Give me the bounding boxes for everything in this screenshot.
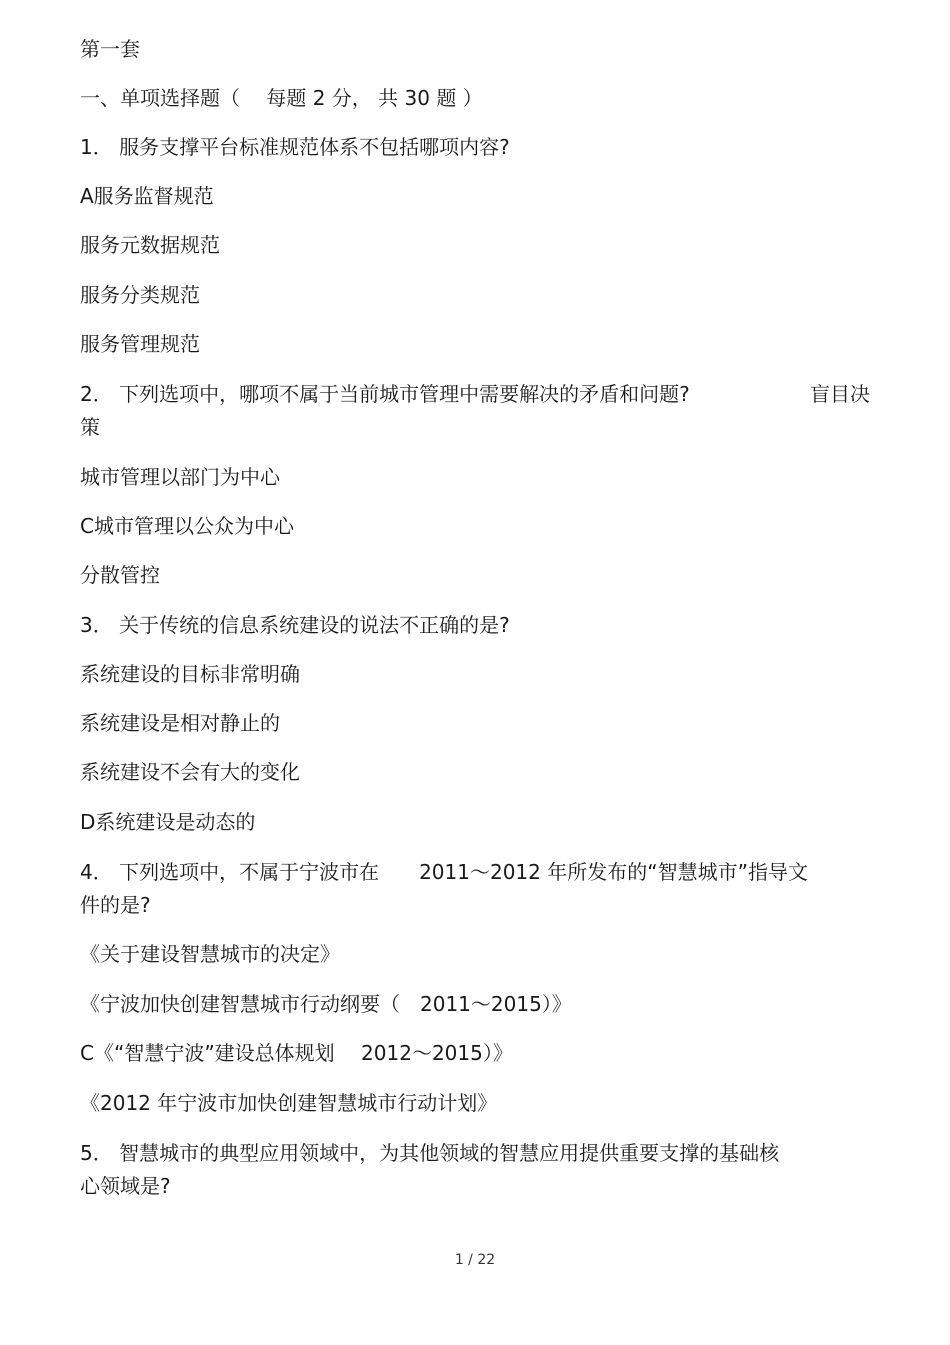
question-2-option: 城市管理以部门为中心: [80, 465, 280, 489]
set-title: 第一套: [80, 37, 140, 61]
question-4-stem-block: [80, 856, 870, 922]
question-1-option: 服务管理规范: [80, 332, 200, 356]
question-5-stem-block: [80, 1137, 870, 1203]
question-2-stem-block: [80, 378, 870, 444]
question-1-stem: 1． 服务支撑平台标准规范体系不包括哪项内容?: [80, 135, 510, 159]
question-1-option: 服务元数据规范: [80, 233, 220, 257]
question-4-option: 《关于建设智慧城市的决定》: [80, 942, 340, 966]
question-4-stem: 4． 下列选项中，不属于宁波市在 2011～2012 年所发布的“智慧城市”指导文: [80, 860, 808, 884]
question-1-option: 服务分类规范: [80, 283, 200, 307]
question-2-option: 分散管控: [80, 563, 160, 587]
question-3-option: 系统建设的目标非常明确: [80, 662, 300, 686]
question-4-option: C《“智慧宁波”建设总体规划 2012～2015）》: [80, 1041, 513, 1065]
question-3-option: 系统建设是相对静止的: [80, 711, 280, 735]
question-3-option: D系统建设是动态的: [80, 810, 256, 834]
question-4-option: 《宁波加快创建智慧城市行动纲要（ 2011～2015）》: [80, 992, 572, 1016]
question-3-stem: 3． 关于传统的信息系统建设的说法不正确的是?: [80, 613, 510, 637]
question-5-stem: 5． 智慧城市的典型应用领域中，为其他领域的智慧应用提供重要支撑的基础核: [80, 1141, 780, 1165]
question-5-stem-wrap: 心领域是?: [80, 1174, 171, 1198]
question-2-stem-wrap: 策: [80, 415, 100, 439]
question-2-option: C城市管理以公众为中心: [80, 514, 294, 538]
section-title: 一、单项选择题（ 每题 2 分， 共 30 题 ）: [80, 86, 483, 110]
page-number: 1 / 22: [454, 1252, 496, 1268]
question-4-option: 《2012 年宁波市加快创建智慧城市行动计划》: [80, 1091, 498, 1115]
question-2-stem-tail: 盲目决: [810, 382, 870, 406]
question-4-stem-wrap: 件的是?: [80, 893, 151, 917]
question-3-option: 系统建设不会有大的变化: [80, 760, 300, 784]
question-1-option: A服务监督规范: [80, 184, 214, 208]
question-2-stem: 2． 下列选项中，哪项不属于当前城市管理中需要解决的矛盾和问题?: [80, 382, 690, 406]
